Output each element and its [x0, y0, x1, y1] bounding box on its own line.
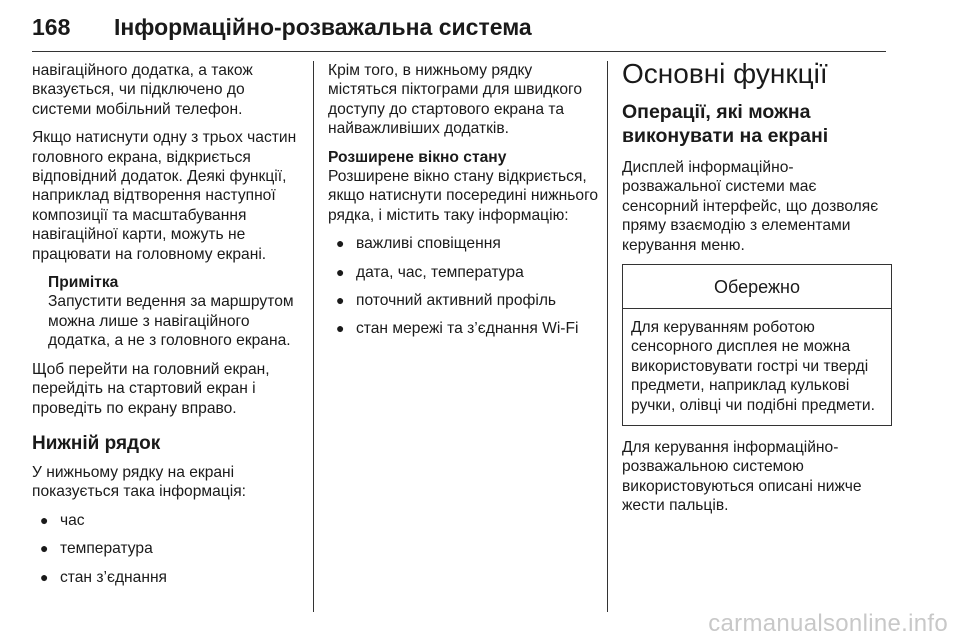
list-item-text: стан з’єднання: [60, 568, 168, 586]
paragraph: Розширене вікно стану відкриється, якщо натиснути посередині нижнього рядка, і містить таку інформацію:: [328, 168, 599, 224]
list-item-text: важливі сповіщення: [356, 235, 501, 253]
bullet-icon: ●: [40, 568, 49, 585]
list-item: [32, 511, 304, 530]
section-heading-bottom-row: Нижній рядок: [32, 432, 161, 454]
paragraph: Дисплей інформаційно-розважальної системи має сенсорний інтерфейс, що дозволяє пряму взаємодію з елементами керування меню.: [622, 159, 879, 254]
column-3: [622, 58, 892, 525]
warning-box: [622, 264, 892, 426]
list-item: [328, 319, 602, 338]
list-item-text: дата, час, температура: [356, 263, 524, 281]
list-item-text: поточний активний профіль: [356, 292, 557, 310]
paragraph: Щоб перейти на головний екран, перейдіть на стартовий екран і проведіть по екрану вправо.: [32, 360, 270, 417]
subheading-extended-status: Розширене вікно стану: [328, 148, 507, 166]
bullet-icon: ●: [336, 292, 345, 309]
bullet-icon: ●: [336, 263, 345, 280]
list-item: [328, 263, 602, 282]
note-text: Запустити ведення за маршрутом можна лише з навігаційного додатка, а не з головного екрана.: [48, 293, 294, 350]
column-1: [32, 61, 304, 596]
list-item: [328, 234, 602, 253]
watermark: carmanualsonline.info: [708, 610, 948, 637]
page-header: [32, 14, 886, 48]
bullet-icon: ●: [336, 235, 345, 252]
warning-text: Для керуванням роботою сенсорного дисплея не можна використовувати гострі чи тверді предмети, наприклад кулькові ручки, олівці чи подібні предмети.: [631, 319, 875, 414]
header-divider: [32, 51, 886, 52]
warning-title: Обережно: [623, 265, 891, 309]
column-2: [328, 61, 602, 348]
bullet-icon: ●: [40, 540, 49, 557]
bullet-list: [32, 511, 304, 587]
paragraph: Якщо натиснути одну з трьох частин головного екрана, відкриється відповідний додаток. Деякі функції, наприклад відтворення наступної композиції та масштабування навігаційної карти, можуть не працювати на головному екрані.: [32, 129, 297, 263]
list-item-text: температура: [60, 540, 153, 558]
bullet-icon: ●: [336, 320, 345, 337]
page-number: 168: [32, 14, 71, 40]
bullet-icon: ●: [40, 511, 49, 528]
page-title: Інформаційно-розважальна система: [114, 14, 532, 40]
subheading-screen-operations: Операції, які можна виконувати на екрані: [622, 101, 829, 147]
paragraph: Для керування інформаційно-розважальною системою використовуються описані нижче жести пальців.: [622, 439, 862, 515]
list-item: [32, 539, 304, 558]
paragraph: Крім того, в нижньому рядку містяться піктограми для швидкого доступу до стартового екрана та найважливіших додатків.: [328, 62, 583, 138]
paragraph: У нижньому рядку на екрані показується така інформація:: [32, 463, 246, 501]
bullet-list: [328, 234, 602, 339]
section-heading-main-functions: Основні функції: [622, 58, 828, 89]
column-divider-1: [313, 61, 314, 612]
list-item: [32, 568, 304, 587]
column-divider-2: [607, 61, 608, 612]
list-item-text: час: [60, 511, 85, 529]
note-block: [48, 273, 304, 351]
paragraph: навігаційного додатка, а також вказується, чи підключено до системи мобільний телефон.: [32, 62, 253, 118]
list-item: [328, 291, 602, 310]
note-heading: Примітка: [48, 274, 119, 292]
list-item-text: стан мережі та з’єднання Wi-Fi: [356, 320, 579, 338]
